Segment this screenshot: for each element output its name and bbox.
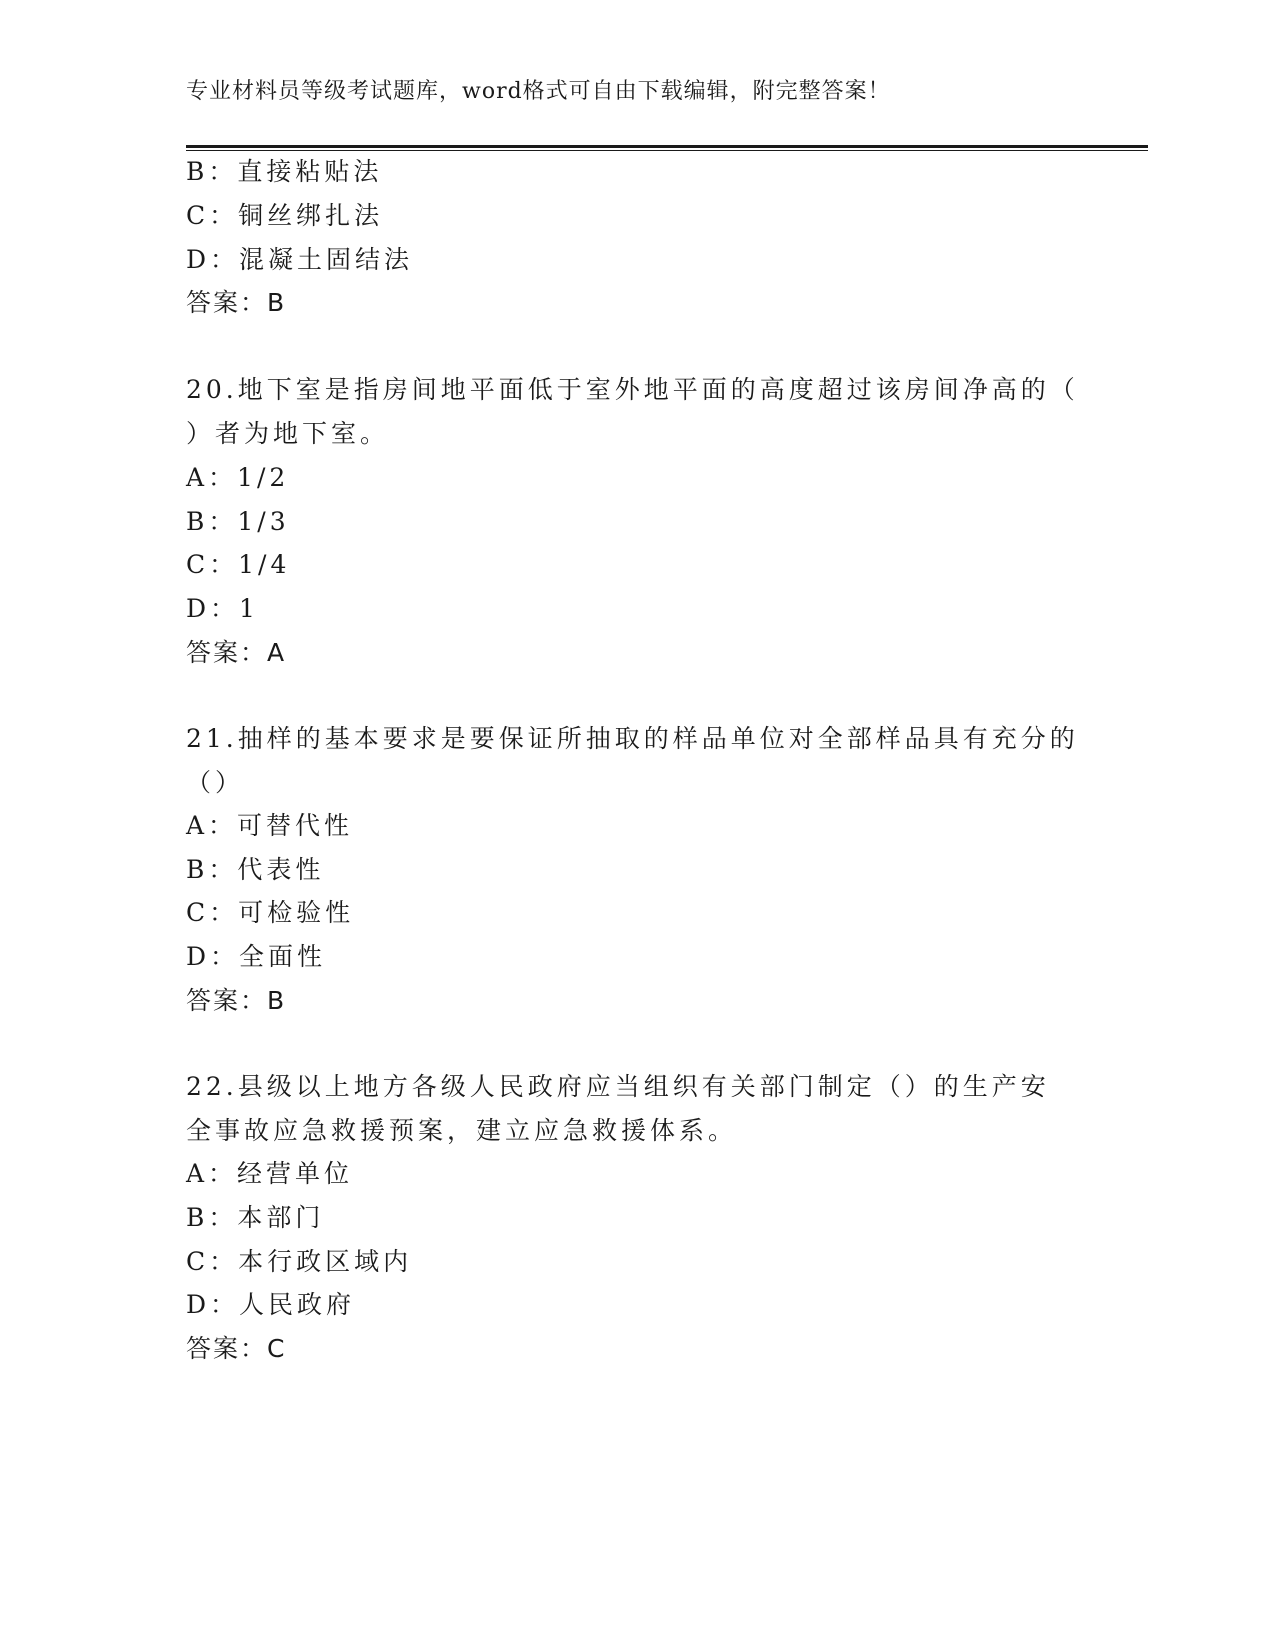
option-c: C：可检验性 (186, 898, 355, 927)
question-stem: 22.县级以上地方各级人民政府应当组织有关部门制定（）的生产安 (186, 1072, 1050, 1101)
option-b: B：1/3 (186, 507, 290, 536)
option-a: A：可替代性 (186, 811, 354, 840)
question-stem: 20.地下室是指房间地平面低于室外地平面的高度超过该房间净高的（ (186, 375, 1079, 404)
answer: 答案：B (186, 986, 287, 1015)
answer: 答案：C (186, 1334, 287, 1363)
answer: 答案：A (186, 638, 287, 667)
header-divider (186, 145, 1148, 152)
option-d: D：人民政府 (186, 1290, 356, 1319)
option-a: A：经营单位 (186, 1159, 354, 1188)
question-stem: 21.抽样的基本要求是要保证所抽取的样品单位对全部样品具有充分的 (186, 724, 1079, 753)
question-stem: （） (186, 768, 245, 797)
page-header: 专业材料员等级考试题库，word格式可自由下载编辑，附完整答案！ (186, 79, 891, 104)
option-c: C：1/4 (186, 550, 291, 579)
answer: 答案：B (186, 288, 287, 317)
option-c: C：本行政区域内 (186, 1247, 413, 1276)
option-b: B：代表性 (186, 855, 325, 884)
option-d: D：1 (186, 594, 259, 623)
option-b: B：直接粘贴法 (186, 157, 383, 186)
option-c: C：铜丝绑扎法 (186, 201, 384, 230)
option-d: D：全面性 (186, 942, 327, 971)
question-stem: 全事故应急救援预案，建立应急救援体系。 (186, 1116, 738, 1145)
option-a: A：1/2 (186, 463, 290, 492)
option-d: D：混凝土固结法 (186, 245, 414, 274)
question-stem: ）者为地下室。 (186, 419, 390, 448)
option-b: B：本部门 (186, 1203, 325, 1232)
